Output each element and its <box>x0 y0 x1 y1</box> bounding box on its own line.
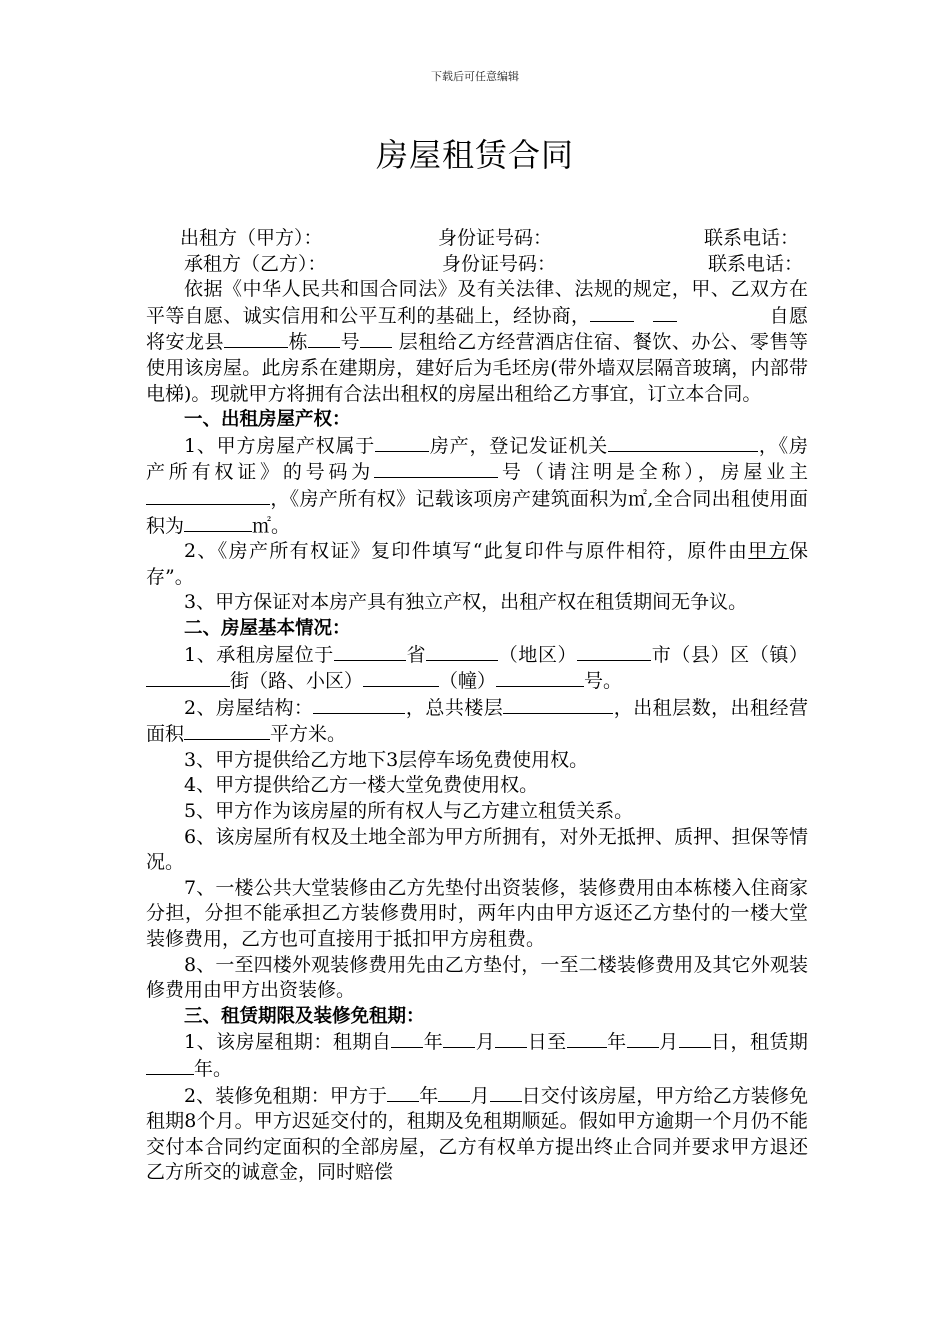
blank-field <box>653 303 677 322</box>
blank-field <box>495 1029 527 1048</box>
blank-field <box>334 642 406 661</box>
s1-i1-text-b: 房产，登记发证机关 <box>429 434 609 457</box>
lessor-label: 出租方（甲方）： <box>180 227 323 249</box>
blank-field <box>308 329 340 348</box>
blank-field <box>391 1029 423 1048</box>
s2-item-2 <box>146 695 808 748</box>
contract-body <box>146 226 808 1186</box>
lessee-row <box>146 252 808 278</box>
lessor-id-label: 身份证号码： <box>438 227 553 249</box>
s3-i2-text-d: 日交付该房屋，甲方给乙方装修免租期8个月。甲方迟延交付的，租期及免租期顺延。假如甲方逾期一个月仍不能交付本合同约定面积的全部房屋，乙方有权单方提出终止合同并要求甲方退还乙方所交的诚意金，同时赔偿 <box>146 1084 808 1184</box>
intro-paragraph <box>146 277 808 407</box>
blank-field <box>387 1083 419 1102</box>
blank-field <box>224 329 288 348</box>
s2-item-3: 3、甲方提供给乙方地下3层停车场免费使用权。 <box>184 748 589 771</box>
s2-i2-text-b: ，总共楼层 <box>405 696 504 719</box>
s2-i1-text-d: 市（县）区（镇） <box>651 643 808 666</box>
blank-field <box>363 668 439 687</box>
s2-i1-text-g: 号。 <box>584 670 623 693</box>
lessor-phone-label: 联系电话： <box>704 227 800 249</box>
s2-i2-text-a: 2、房屋结构： <box>184 696 314 719</box>
s2-item-6: 6、该房屋所有权及土地全部为甲方所拥有，对外无抵押、质押、担保等情况。 <box>146 825 808 874</box>
s3-i2-text-c: 月 <box>470 1084 490 1107</box>
intro-text-5: 层租给乙方经营酒店住宿、餐饮、办公、零售等使用该房屋。此房系在建期房，建好后为毛坯房(带外墙双层隔音玻璃，内部带电梯)。现就甲方将拥有合法出租权的房屋出租给乙方事宜，订立本合同。 <box>146 331 808 405</box>
blank-field <box>438 1083 470 1102</box>
s2-item-5: 5、甲方作为该房屋的所有权人与乙方建立租赁关系。 <box>184 800 634 823</box>
s2-item-7: 7、一楼公共大堂装修由乙方先垫付出资装修，装修费用由本栋楼入住商家分担，分担不能承担乙方装修费用时，两年内由甲方返还乙方垫付的一楼大堂装修费用，乙方也可直接用于抵扣甲方房租费。 <box>146 876 808 951</box>
header-note: 下载后可任意编辑 <box>431 70 519 83</box>
intro-text-4: 号 <box>340 331 361 354</box>
s2-item-4: 4、甲方提供给乙方一楼大堂免费使用权。 <box>184 774 539 797</box>
page-title: 房屋租赁合同 <box>375 136 574 174</box>
s1-i2-underlined: 甲方 <box>748 540 789 563</box>
lessor-row <box>146 226 808 252</box>
blank-field <box>146 668 230 687</box>
s1-item-3: 3、甲方保证对本房产具有独立产权，出租产权在租赁期间无争议。 <box>184 591 748 614</box>
blank-field <box>679 1029 711 1048</box>
lessee-label: 承租方（乙方）： <box>184 252 327 275</box>
s2-i1-text-f: （幢） <box>439 670 497 693</box>
s2-i2-text-c: ，出租层数，出租经营面积 <box>146 696 808 746</box>
blank-field <box>590 303 634 322</box>
s2-i1-text-b: 省 <box>405 643 427 666</box>
blank-field <box>184 721 270 740</box>
s3-i1-text-e: 年 <box>606 1031 627 1054</box>
section-3-heading: 三、租赁期限及装修免租期： <box>184 1005 425 1027</box>
s3-i2-text-a: 2、装修免租期：甲方于 <box>184 1084 388 1107</box>
s3-i1-text-f: 月 <box>658 1031 679 1054</box>
blank-field <box>503 695 613 714</box>
s2-i2-text-d: 平方米。 <box>270 723 347 746</box>
s2-item-1 <box>146 642 808 695</box>
blank-field <box>375 433 429 452</box>
lessee-phone-label: 联系电话： <box>708 252 804 275</box>
blank-field <box>496 668 584 687</box>
blank-field <box>490 1083 522 1102</box>
blank-field <box>360 329 392 348</box>
blank-field <box>426 642 498 661</box>
blank-field <box>146 1056 194 1075</box>
s1-i2-text-a: 2、《房产所有权证》复印件填写“此复印件与原件相符，原件由 <box>184 540 749 563</box>
s1-item-2 <box>146 539 808 590</box>
s1-item-1 <box>146 433 808 539</box>
s3-i1-text-c: 月 <box>475 1031 496 1054</box>
blank-field <box>313 695 405 714</box>
s2-i1-text-c: （地区） <box>498 643 578 666</box>
blank-field <box>608 433 758 452</box>
s2-item-8: 8、一至四楼外观装修费用先由乙方垫付，一至二楼装修费用及其它外观装修费用由甲方出资装修。 <box>146 953 808 1002</box>
s3-item-1 <box>146 1029 808 1082</box>
s1-i1-text-f: ㎡,全合同出租使用面积为 <box>146 487 808 537</box>
blank-field <box>577 642 651 661</box>
s1-i2-text-c: 保存”。 <box>146 540 808 588</box>
s1-i1-text-a: 1、甲方房屋产权属于 <box>184 434 376 457</box>
s1-i1-text-d: 号（请注明是全称），房屋业主 <box>498 461 808 484</box>
intro-text-1: 依据《中华人民共和国合同法》及有关法律、法规的规定，甲、乙双方在平等自愿、诚实信用和公平互利的基础上，经协商， <box>146 278 808 327</box>
s2-i1-text-a: 1、承租房屋位于 <box>184 643 334 666</box>
s3-i2-text-b: 年 <box>419 1084 439 1107</box>
s3-i1-text-h: 年。 <box>194 1058 233 1080</box>
s3-i1-text-a: 1、该房屋租期：租期自 <box>184 1031 392 1054</box>
s1-i1-text-e: ，《房产所有权》记载该项房产建筑面积为 <box>270 487 629 510</box>
blank-field <box>443 1029 475 1048</box>
s2-i1-text-e: 街（路、小区） <box>230 670 364 693</box>
blank-field <box>627 1029 659 1048</box>
s3-item-2 <box>146 1083 808 1186</box>
blank-field <box>184 513 252 532</box>
s3-i1-text-d: 日至 <box>527 1031 567 1054</box>
blank-field <box>374 459 498 478</box>
blank-field <box>146 486 270 505</box>
blank-field <box>567 1029 607 1048</box>
s3-i1-text-g: 日，租赁期 <box>710 1031 808 1054</box>
s3-i1-text-b: 年 <box>423 1031 444 1054</box>
lessee-id-label: 身份证号码： <box>442 252 557 275</box>
section-1-heading: 一、出租房屋产权： <box>184 409 351 431</box>
s1-i1-text-g: ㎡。 <box>252 514 291 537</box>
intro-text-3: 栋 <box>288 331 309 354</box>
intro-text-2: 自愿将安龙县 <box>146 304 808 354</box>
s1-i1-text-c: ，《房产所有权证》的号码为 <box>146 434 808 484</box>
section-2-heading: 二、房屋基本情况： <box>184 617 351 639</box>
